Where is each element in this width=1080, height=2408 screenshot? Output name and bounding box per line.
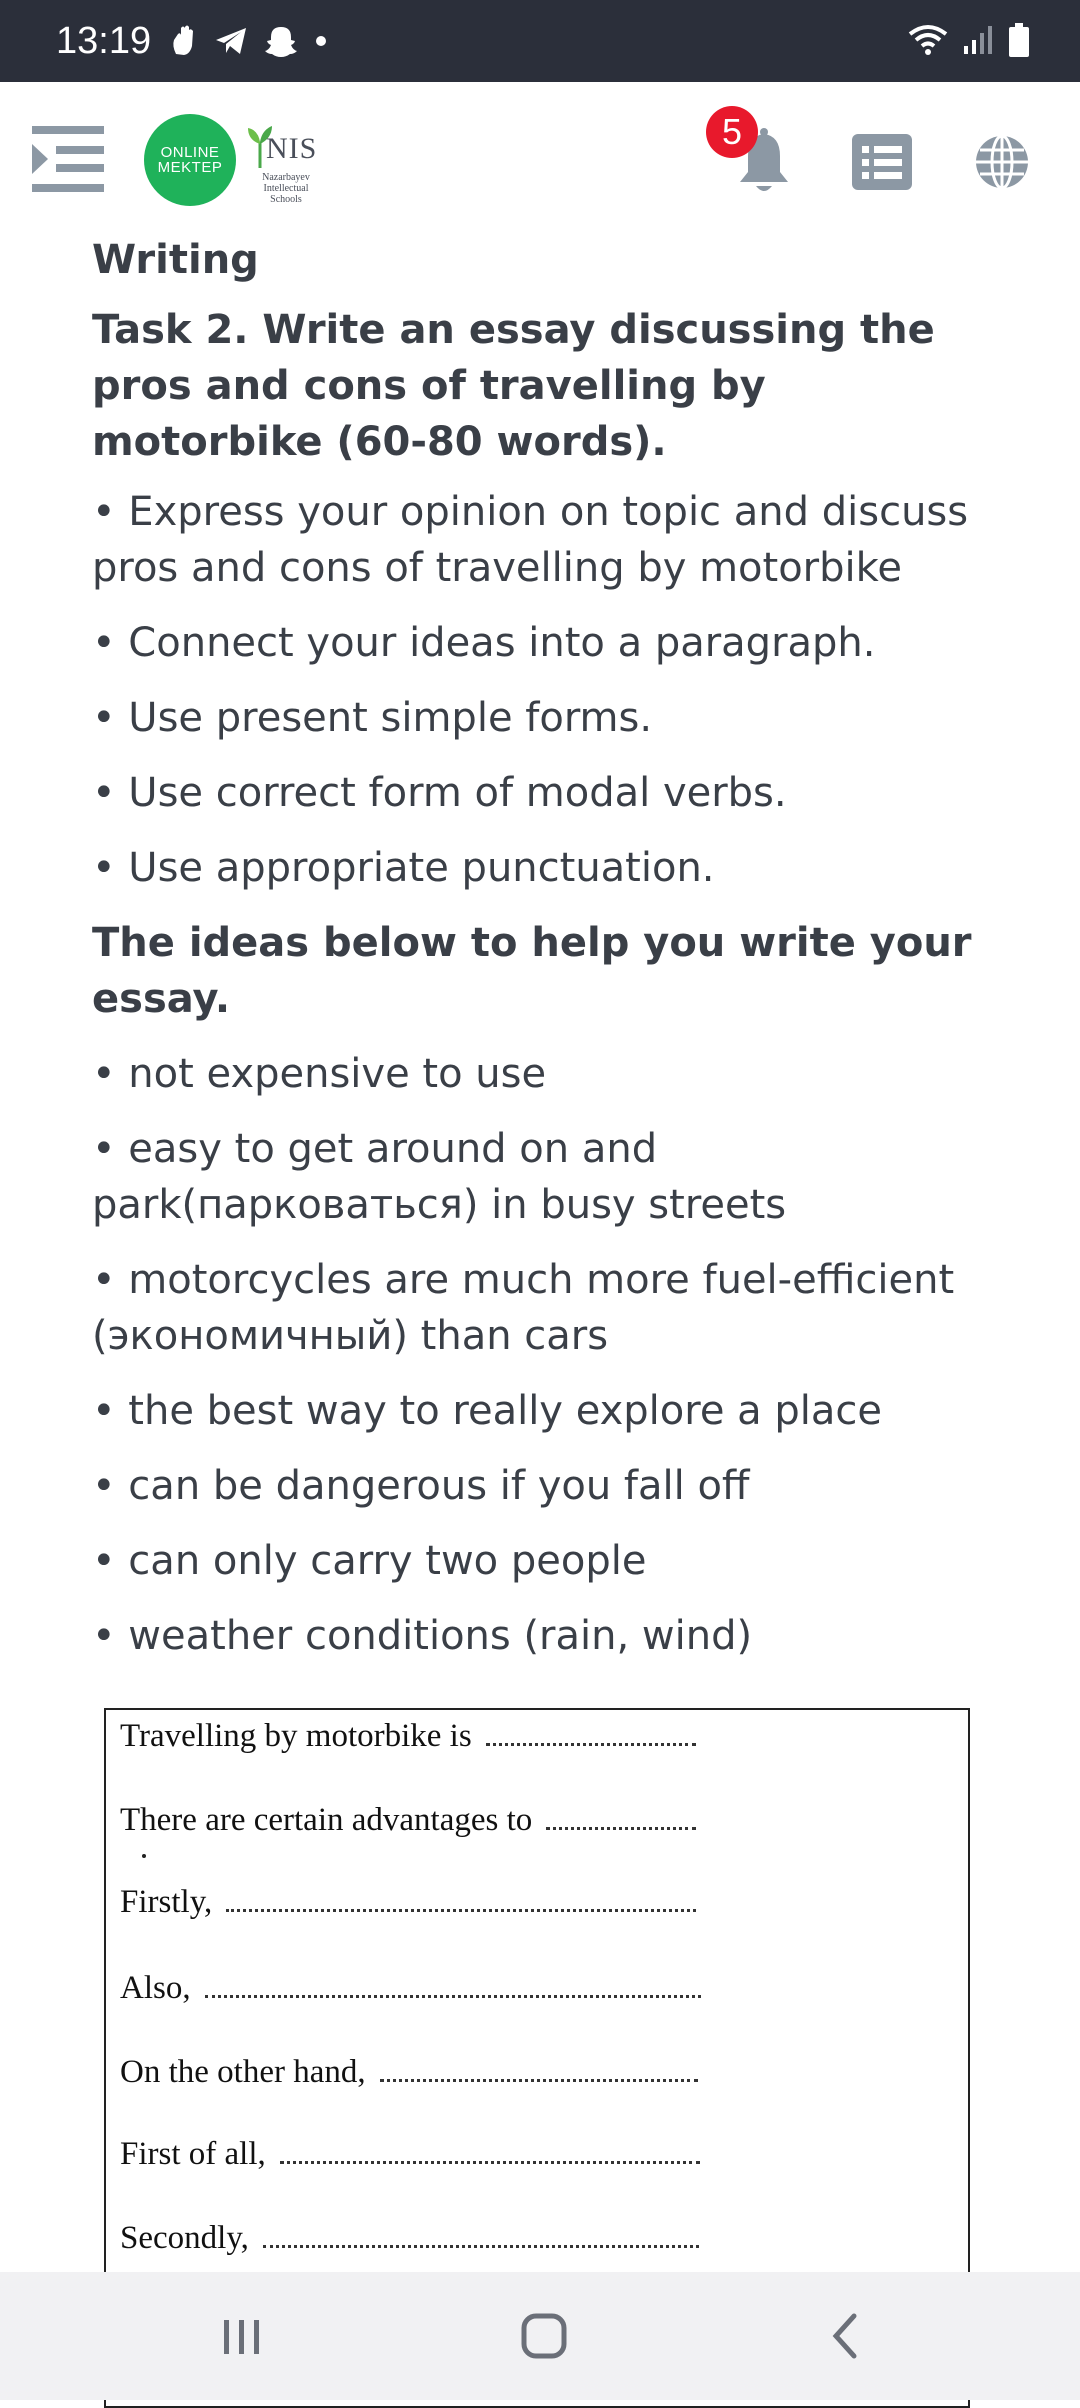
template-line-text: First of all, bbox=[120, 2136, 266, 2172]
back-button[interactable] bbox=[816, 2306, 876, 2366]
menu-icon bbox=[32, 124, 106, 194]
status-icons-left bbox=[168, 20, 328, 62]
idea-item: • weather conditions (rain, wind) bbox=[92, 1613, 753, 1659]
instruction-item: • Use appropriate punctuation. bbox=[92, 845, 715, 891]
app-header bbox=[0, 82, 1080, 232]
list-button[interactable] bbox=[852, 134, 912, 190]
stray-dot bbox=[142, 1854, 146, 1858]
home-icon bbox=[514, 2306, 574, 2366]
instruction-item: • Use correct form of modal verbs. bbox=[92, 770, 787, 816]
template-line-text: Also, bbox=[120, 1970, 191, 2006]
logo-nis-text: NIS bbox=[266, 132, 318, 165]
logo-nis-sub1: Nazarbayev bbox=[262, 172, 310, 183]
recent-apps-button[interactable] bbox=[212, 2306, 272, 2366]
section-title: Writing bbox=[92, 237, 259, 283]
home-button[interactable] bbox=[514, 2306, 574, 2366]
snapchat-icon bbox=[264, 24, 298, 58]
template-dots bbox=[380, 2079, 698, 2082]
telegram-icon bbox=[214, 26, 248, 56]
idea-item: • can only carry two people bbox=[92, 1538, 647, 1584]
task-title: Task 2. Write an essay discussing the pros and cons of travelling by motorbike (60-80 words). bbox=[92, 307, 935, 465]
logo-nis-subtitle bbox=[240, 172, 332, 205]
instruction-item: • Express your opinion on topic and discuss pros and cons of travelling by motorbike bbox=[92, 489, 969, 591]
instruction-item: • Use present simple forms. bbox=[92, 695, 653, 741]
template-dots bbox=[263, 2245, 699, 2248]
status-icons-right bbox=[908, 18, 1030, 62]
battery-icon bbox=[1008, 22, 1030, 58]
dot-icon bbox=[314, 34, 328, 48]
template-dots bbox=[546, 1827, 696, 1830]
hand-icon bbox=[168, 24, 198, 58]
template-line bbox=[120, 1882, 696, 1922]
template-line-text: Firstly, bbox=[120, 1884, 213, 1920]
template-line-text: Travelling by motorbike is bbox=[120, 1718, 472, 1754]
menu-button[interactable] bbox=[32, 124, 106, 194]
logo-online-line2: MEKTEP bbox=[157, 159, 223, 176]
template-dots bbox=[280, 2161, 700, 2164]
nis-logo bbox=[240, 118, 330, 208]
status-time: 13:19 bbox=[56, 20, 152, 62]
ideas-title: The ideas below to help you write your essay. bbox=[92, 920, 972, 1022]
idea-item: • motorcycles are much more fuel-efficient (экономичный) than cars bbox=[92, 1257, 955, 1359]
logo-nis-sub3: Schools bbox=[270, 194, 302, 205]
back-icon bbox=[816, 2306, 876, 2366]
template-line bbox=[120, 2134, 700, 2174]
online-mektep-logo[interactable] bbox=[144, 114, 236, 206]
list-icon bbox=[852, 134, 912, 190]
idea-item: • easy to get around on and park(парковаться) in busy streets bbox=[92, 1126, 787, 1228]
template-dots bbox=[226, 1909, 696, 1912]
template-line bbox=[120, 2218, 699, 2258]
idea-item: • not expensive to use bbox=[92, 1051, 547, 1097]
status-bar bbox=[0, 0, 1080, 82]
idea-item: • the best way to really explore a place bbox=[92, 1388, 882, 1434]
instruction-item: • Connect your ideas into a paragraph. bbox=[92, 620, 876, 666]
template-line-text: There are certain advantages to bbox=[120, 1802, 533, 1838]
navigation-bar bbox=[0, 2272, 1080, 2400]
notification-badge[interactable]: 5 bbox=[706, 106, 758, 158]
template-line bbox=[120, 1800, 696, 1840]
idea-item: • can be dangerous if you fall off bbox=[92, 1463, 750, 1509]
wifi-icon bbox=[908, 24, 948, 56]
language-button[interactable] bbox=[974, 134, 1030, 190]
template-dots bbox=[205, 1995, 701, 1998]
globe-icon bbox=[974, 134, 1030, 190]
task-content bbox=[92, 232, 992, 1683]
logo-nis-sub2: Intellectual bbox=[263, 183, 309, 194]
template-line-text: Secondly, bbox=[120, 2220, 249, 2256]
template-line bbox=[120, 1968, 701, 2008]
template-line bbox=[120, 2052, 698, 2092]
recent-apps-icon bbox=[212, 2306, 272, 2366]
template-line-text: On the other hand, bbox=[120, 2054, 366, 2090]
template-dots bbox=[486, 1743, 696, 1746]
logo-online-line1: ONLINE bbox=[160, 144, 220, 161]
template-line bbox=[120, 1716, 696, 1756]
signal-icon bbox=[962, 24, 994, 56]
